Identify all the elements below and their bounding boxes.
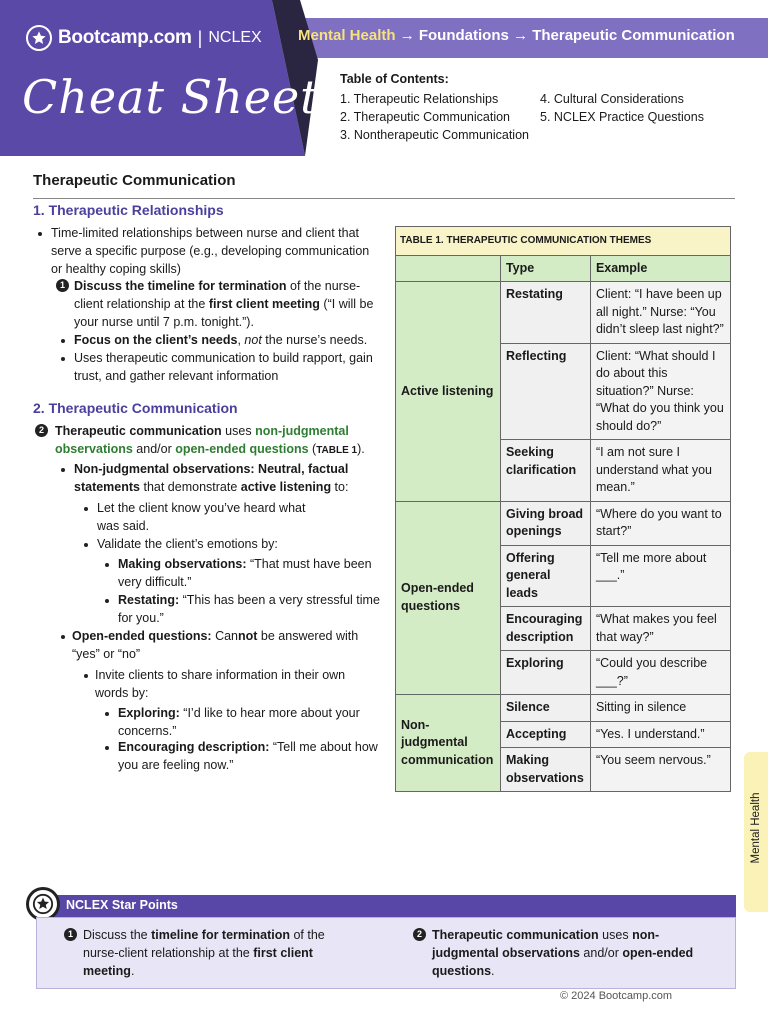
breadcrumb-first[interactable]: Mental Health xyxy=(298,27,396,44)
bullet-text: Discuss the timeline for termination of the nurse-client relationship at the first client meeting (“I will be your nurse until 7 p.m. tonight.”). xyxy=(74,279,374,329)
star-number-1-icon: 1 xyxy=(64,928,77,941)
bullet-text: Time-limited relationships between nurse and client that serve a specific purpose (e.g., developing communication or healthy coping skills) xyxy=(51,226,370,276)
toc-item[interactable]: 1. Therapeutic Relationships xyxy=(340,92,499,106)
bullet-text: Open-ended questions: Cannot be answered with “yes” or “no” xyxy=(72,629,359,661)
bullet-text: Encouraging description: “Tell me about how you are feeling now.” xyxy=(118,740,378,772)
star-icon xyxy=(26,25,52,51)
page-title: Therapeutic Communication xyxy=(33,172,236,189)
bullet-text: Let the client know you’ve heard what was said. xyxy=(97,501,306,533)
type-cell: Reflecting xyxy=(500,343,590,440)
bullet xyxy=(61,635,65,639)
bullet xyxy=(105,563,109,567)
bullet xyxy=(61,339,65,343)
toc-title: Table of Contents: xyxy=(340,72,449,86)
example-cell: “Tell me more about ___.” xyxy=(590,545,730,607)
side-tab-label: Mental Health xyxy=(750,792,762,864)
brand-logo xyxy=(26,25,262,51)
bullet-text: Restating: “This has been a very stressful time for you.” xyxy=(118,593,380,625)
bullet xyxy=(61,468,65,472)
star-point-2: Therapeutic communication uses non-judgmental observations and/or open-ended questions. xyxy=(432,928,694,978)
type-cell: Making observations xyxy=(500,748,590,792)
brand-separator: | xyxy=(197,27,203,48)
section-heading-relationships: 1. Therapeutic Relationships xyxy=(33,202,224,218)
brand-product: NCLEX xyxy=(208,29,262,46)
type-cell: Silence xyxy=(500,695,590,722)
theme-cell: Open-ended questions xyxy=(396,501,501,695)
example-cell: “I am not sure I understand what you mean.” xyxy=(590,440,730,502)
breadcrumb-arrow: → xyxy=(399,27,415,44)
type-cell: Exploring xyxy=(500,651,590,695)
bullet xyxy=(84,507,88,511)
bullet xyxy=(84,674,88,678)
bullet-text: Therapeutic communication uses non-judgmental observations and/or open-ended questions (TABLE 1). xyxy=(55,424,365,456)
bullet-text: Non-judgmental observations: Neutral, factual statements that demonstrate active listening to: xyxy=(74,462,349,494)
type-cell: Seeking clarification xyxy=(500,440,590,502)
star-number-2-icon: 2 xyxy=(413,928,426,941)
toc-item[interactable]: 2. Therapeutic Communication xyxy=(340,110,510,124)
bullet xyxy=(61,357,65,361)
brand-name: Bootcamp.com xyxy=(58,27,192,48)
bullet-text: Invite clients to share information in their own words by: xyxy=(95,668,346,700)
bullet-text: Exploring: “I’d like to hear more about your concerns.” xyxy=(118,706,360,738)
type-cell: Offering general leads xyxy=(500,545,590,607)
example-cell: “What makes you feel that way?” xyxy=(590,607,730,651)
type-cell: Encouraging description xyxy=(500,607,590,651)
table-row xyxy=(396,695,731,722)
footer-copyright: © 2024 Bootcamp.com xyxy=(560,990,673,1002)
theme-cell: Active listening xyxy=(396,282,501,502)
star-number-1-icon: 1 xyxy=(56,279,69,292)
star-points-body xyxy=(36,917,736,989)
star-number-2-icon: 2 xyxy=(35,424,48,437)
table-header-theme xyxy=(396,255,501,282)
table-caption: TABLE 1. THERAPEUTIC COMMUNICATION THEMES xyxy=(396,227,731,256)
side-tab[interactable] xyxy=(744,752,768,912)
bullet-text: Uses therapeutic communication to build rapport, gain trust, and gather relevant information xyxy=(74,351,373,383)
bullet-text: Validate the client’s emotions by: xyxy=(97,537,278,551)
bullet xyxy=(105,599,109,603)
table-header-type: Type xyxy=(500,255,590,282)
star-icon xyxy=(26,887,60,921)
type-cell: Accepting xyxy=(500,721,590,748)
type-cell: Restating xyxy=(500,282,590,344)
toc-item[interactable]: 4. Cultural Considerations xyxy=(540,92,684,106)
example-cell: “Could you describe ___?” xyxy=(590,651,730,695)
breadcrumb-arrow: → xyxy=(513,27,529,44)
example-cell: Client: “What should I do about this situation?” Nurse: “What do you think you should do?” xyxy=(590,343,730,440)
bullet-text: Focus on the client’s needs, not the nurse’s needs. xyxy=(74,333,368,347)
toc-item[interactable]: 3. Nontherapeutic Communication xyxy=(340,128,529,142)
table-header-example: Example xyxy=(590,255,730,282)
bullet xyxy=(105,746,109,750)
example-cell: “You seem nervous.” xyxy=(590,748,730,792)
toc-item[interactable]: 5. NCLEX Practice Questions xyxy=(540,110,704,124)
table-of-contents xyxy=(340,70,704,144)
themes-table xyxy=(395,226,731,792)
example-cell: “Yes. I understand.” xyxy=(590,721,730,748)
example-cell: Sitting in silence xyxy=(590,695,730,722)
breadcrumb-second[interactable]: Foundations xyxy=(418,27,509,44)
theme-cell: Non-judgmental communication xyxy=(396,695,501,792)
bullet xyxy=(84,543,88,547)
breadcrumb-third[interactable]: Therapeutic Communication xyxy=(532,27,735,44)
section-heading-communication: 2. Therapeutic Communication xyxy=(33,400,238,416)
type-cell: Giving broad openings xyxy=(500,501,590,545)
cheat-sheets-title: Cheat Sheets xyxy=(22,70,345,124)
breadcrumb xyxy=(298,27,735,44)
example-cell: Client: “I have been up all night.” Nurse: “You didn’t sleep last night?” xyxy=(590,282,730,344)
table-row xyxy=(396,282,731,344)
star-points-title: NCLEX Star Points xyxy=(66,898,178,912)
example-cell: “Where do you want to start?” xyxy=(590,501,730,545)
bullet-text: Making observations: “That must have been very difficult.” xyxy=(118,557,372,589)
divider xyxy=(33,198,735,199)
star-points-header xyxy=(36,895,736,917)
table-row xyxy=(396,501,731,545)
bullet xyxy=(38,232,42,236)
star-point-1: Discuss the timeline for termination of the nurse-client relationship at the first client meeting. xyxy=(83,928,325,978)
bullet xyxy=(105,712,109,716)
